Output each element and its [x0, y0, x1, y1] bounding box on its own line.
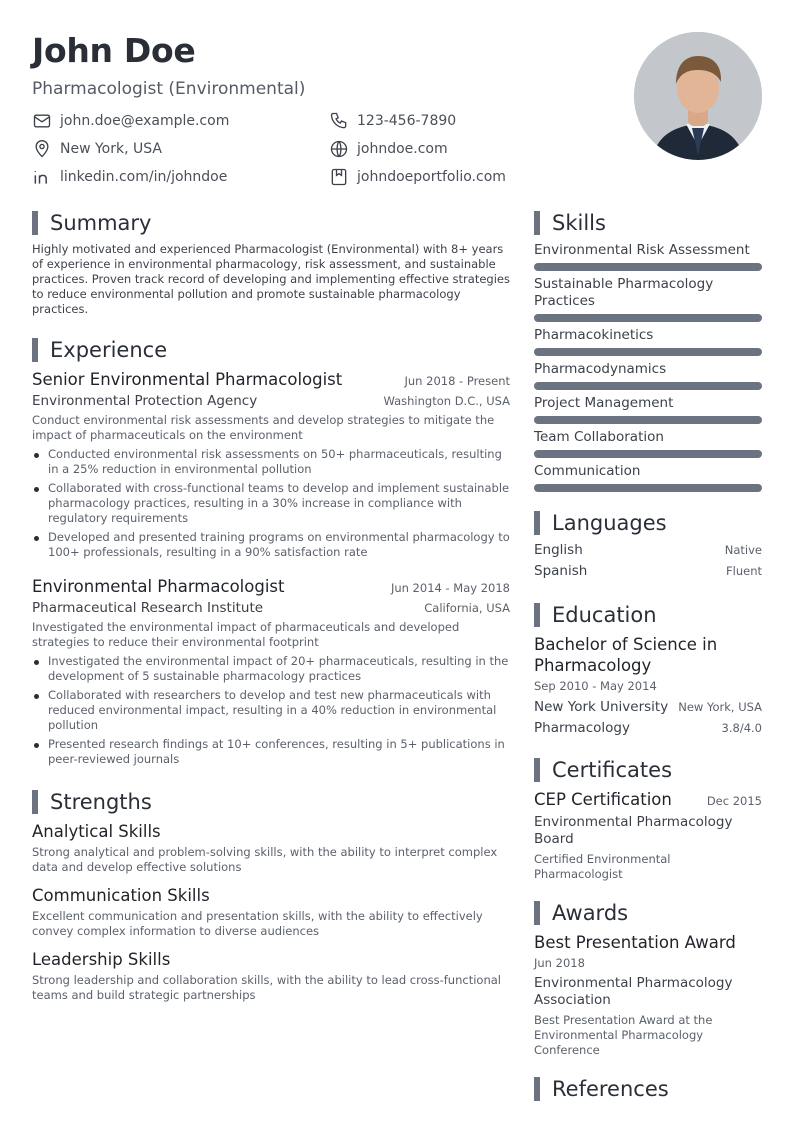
section-title: Awards — [552, 901, 629, 925]
skill-item — [534, 327, 762, 356]
skill-item — [534, 276, 762, 322]
skill-name: Pharmacokinetics — [534, 327, 654, 343]
job-date: Jun 2014 - May 2018 — [390, 581, 510, 595]
contact-email[interactable] — [32, 110, 329, 132]
job-organization: Environmental Protection Agency — [32, 393, 258, 409]
references-heading — [534, 1076, 762, 1102]
section-accent-bar — [32, 790, 38, 814]
job-location: Washington D.C., USA — [383, 394, 510, 408]
section-title: References — [552, 1077, 669, 1101]
award-date: Jun 2018 — [534, 956, 585, 970]
candidate-name: John Doe — [32, 31, 196, 70]
portfolio-icon — [329, 167, 349, 187]
achievement-item: Developed and presented training programs on environmental pharmacology to 100+ professionals, resulting in a 90% satisfaction rate — [32, 530, 510, 560]
section-title: Experience — [50, 338, 168, 362]
skill-level-bar — [534, 416, 762, 424]
award-description: Best Presentation Award at the Environmental Pharmacology Conference — [534, 1013, 713, 1057]
profile-avatar-icon — [634, 32, 762, 160]
language-level: Native — [724, 543, 762, 557]
certificate-item — [534, 789, 762, 882]
achievement-item: Investigated the environmental impact of 20+ pharmaceuticals, resulting in the development of 5 sustainable pharmacology practices — [32, 654, 510, 684]
achievement-item: Presented research findings at 10+ conferences, resulting in 5+ publications in peer-reviewed journals — [32, 737, 510, 767]
achievement-item: Collaborated with researchers to develop and test new pharmaceuticals with reduced environmental impact, resulting in a 40% reduction in environmental pollution — [32, 688, 510, 733]
linkedin-icon — [32, 167, 52, 187]
contact-portfolio[interactable] — [329, 166, 589, 188]
language-level: Fluent — [726, 564, 762, 578]
section-accent-bar — [534, 758, 540, 782]
contact-location — [32, 138, 329, 160]
job-description: Conduct environmental risk assessments and develop strategies to mitigate the impact of pharmaceuticals on the environment — [32, 413, 495, 442]
skill-name: Pharmacodynamics — [534, 361, 667, 377]
certificate-name: CEP Certification — [534, 790, 672, 809]
strength-description: Excellent communication and presentation skills, with the ability to effectively convey complex information to diverse audiences — [32, 909, 483, 938]
contact-phone[interactable] — [329, 110, 589, 132]
skill-item — [534, 463, 762, 492]
skill-item — [534, 395, 762, 424]
contact-linkedin[interactable] — [32, 166, 329, 188]
section-accent-bar — [534, 511, 540, 535]
contact-website[interactable] — [329, 138, 589, 160]
location-pin-icon — [32, 139, 52, 159]
skill-name: Sustainable Pharmacology Practices — [534, 276, 714, 309]
language-item — [534, 563, 762, 584]
certificate-description: Certified Environmental Pharmacologist — [534, 852, 671, 881]
job-organization: Pharmaceutical Research Institute — [32, 600, 264, 616]
institution-name: New York University — [534, 699, 669, 715]
right-column — [534, 210, 762, 1108]
gpa-value: 3.8/4.0 — [721, 721, 762, 735]
left-column — [32, 210, 510, 1013]
skill-name: Team Collaboration — [534, 429, 664, 445]
institution-location: New York, USA — [678, 700, 762, 714]
skill-level-bar — [534, 484, 762, 492]
skill-name: Communication — [534, 463, 641, 479]
job-description: Investigated the environmental impact of pharmaceuticals and developed strategies to reduce their environmental footprint — [32, 620, 460, 649]
email-text: john.doe@example.com — [60, 113, 230, 129]
section-title: Languages — [552, 511, 667, 535]
section-accent-bar — [534, 1077, 540, 1101]
skill-item — [534, 242, 762, 271]
job-title: Senior Environmental Pharmacologist — [32, 370, 343, 389]
achievement-item: Collaborated with cross-functional teams to develop and implement sustainable pharmacology practices, resulting in a 30% increase in compliance with regulatory requirements — [32, 481, 510, 526]
contact-list — [32, 110, 592, 188]
phone-text: 123-456-7890 — [357, 113, 457, 129]
section-title: Strengths — [50, 790, 152, 814]
skill-level-bar — [534, 348, 762, 356]
profile-photo — [634, 32, 762, 160]
resume-header — [32, 30, 592, 188]
languages-heading — [534, 510, 762, 536]
candidate-title: Pharmacologist (Environmental) — [32, 79, 306, 99]
strength-title: Analytical Skills — [32, 822, 161, 841]
section-title: Certificates — [552, 758, 673, 782]
skill-item — [534, 429, 762, 458]
education-date: Sep 2010 - May 2014 — [534, 679, 657, 693]
section-title: Skills — [552, 211, 606, 235]
language-name: Spanish — [534, 563, 588, 579]
skill-level-bar — [534, 263, 762, 271]
certificates-heading — [534, 757, 762, 783]
experience-heading — [32, 337, 510, 363]
experience-item — [32, 576, 510, 767]
linkedin-text: linkedin.com/in/johndoe — [60, 169, 228, 185]
job-date: Jun 2018 - Present — [404, 374, 510, 388]
skill-list — [534, 242, 762, 492]
strength-title: Leadership Skills — [32, 950, 171, 969]
language-item — [534, 542, 762, 563]
strength-item — [32, 821, 510, 875]
skill-name: Environmental Risk Assessment — [534, 242, 750, 258]
strengths-heading — [32, 789, 510, 815]
job-location: California, USA — [424, 601, 510, 615]
strength-description: Strong analytical and problem-solving skills, with the ability to interpret complex data and develop effective solutions — [32, 845, 498, 874]
achievement-list — [32, 654, 510, 767]
phone-icon — [329, 111, 349, 131]
job-title: Environmental Pharmacologist — [32, 577, 285, 596]
globe-icon — [329, 139, 349, 159]
achievement-list — [32, 447, 510, 560]
section-title: Summary — [50, 211, 152, 235]
section-accent-bar — [534, 211, 540, 235]
section-title: Education — [552, 603, 657, 627]
skill-level-bar — [534, 314, 762, 322]
certificate-date: Dec 2015 — [706, 794, 762, 808]
education-item — [534, 634, 762, 739]
education-heading — [534, 602, 762, 628]
strength-item — [32, 949, 510, 1003]
mail-icon — [32, 111, 52, 131]
skill-name: Project Management — [534, 395, 674, 411]
language-name: English — [534, 542, 583, 558]
certificate-organization: Environmental Pharmacology Board — [534, 814, 733, 847]
skill-item — [534, 361, 762, 390]
skill-level-bar — [534, 382, 762, 390]
strength-description: Strong leadership and collaboration skills, with the ability to lead cross-functional teams and build strategic partnerships — [32, 973, 501, 1002]
award-item — [534, 932, 762, 1058]
strength-item — [32, 885, 510, 939]
skills-heading — [534, 210, 762, 236]
summary-heading — [32, 210, 510, 236]
section-accent-bar — [534, 901, 540, 925]
website-text: johndoe.com — [357, 141, 448, 157]
section-accent-bar — [32, 338, 38, 362]
field-of-study: Pharmacology — [534, 720, 630, 736]
location-text: New York, USA — [60, 141, 162, 157]
award-organization: Environmental Pharmacology Association — [534, 975, 733, 1008]
experience-item — [32, 369, 510, 560]
degree-title: Bachelor of Science in Pharmacology — [534, 635, 718, 675]
strength-title: Communication Skills — [32, 886, 210, 905]
section-accent-bar — [32, 211, 38, 235]
portfolio-text: johndoeportfolio.com — [357, 169, 506, 185]
awards-heading — [534, 900, 762, 926]
summary-text: Highly motivated and experienced Pharmacologist (Environmental) with 8+ years of experience in environmental pharmacology, risk assessment, and sustainable practices. Proven track record of developing and implementing effective strategies to reduce environmental pollution and promote sustainable pharmacology practices. — [32, 242, 510, 316]
section-accent-bar — [534, 603, 540, 627]
skill-level-bar — [534, 450, 762, 458]
achievement-item: Conducted environmental risk assessments on 50+ pharmaceuticals, resulting in a 25% reduction in environmental pollution — [32, 447, 510, 477]
award-name: Best Presentation Award — [534, 933, 736, 952]
